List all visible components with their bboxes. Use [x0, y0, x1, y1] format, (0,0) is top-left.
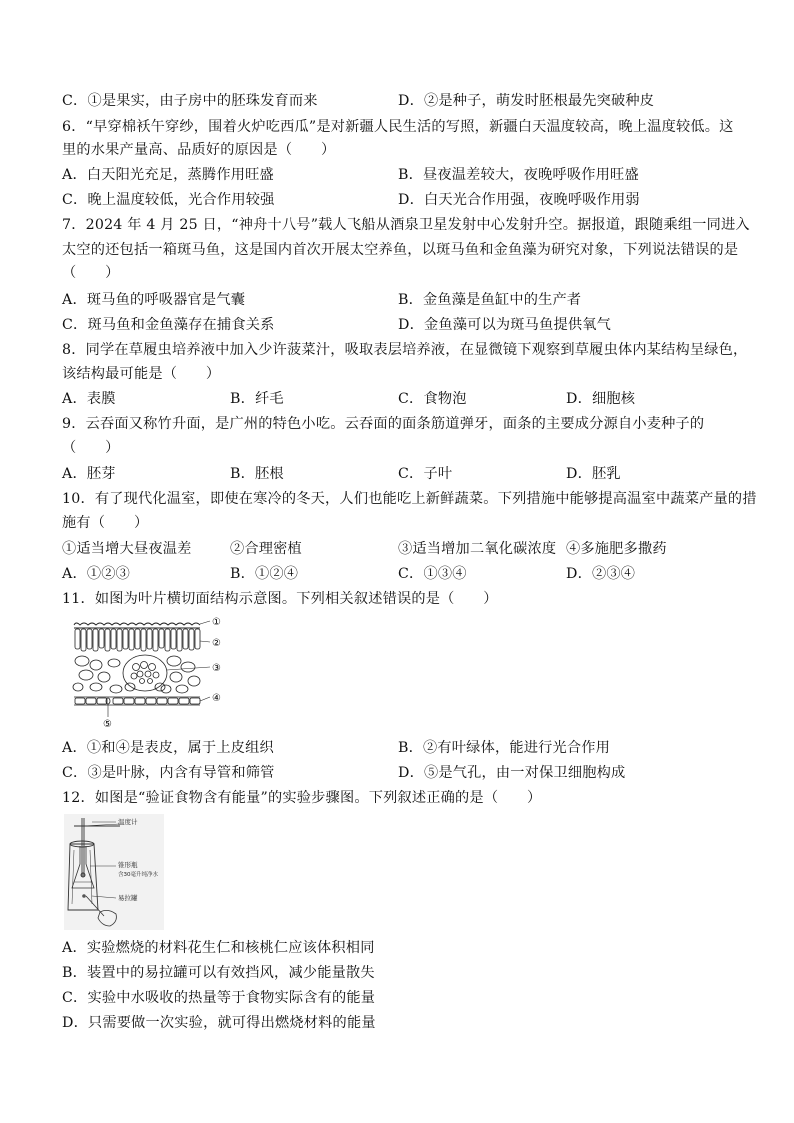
leaf-cross-section-figure: [70, 617, 230, 729]
q11-stem: 11．如图为叶片横切面结构示意图。下列相关叙述错误的是（ ）: [62, 591, 498, 607]
upper-epidermis: [74, 623, 200, 628]
q8-option-d: D．细胞核: [566, 391, 636, 407]
hand-icon: [86, 896, 116, 926]
can-label: 易拉罐: [118, 894, 138, 902]
q9-option-d: D．胚乳: [566, 466, 621, 482]
q6-stem-line2: 里的水果产量高、品质好的原因是（ ）: [62, 142, 336, 158]
q10-measure-1: ①适当增大昼夜温差: [62, 541, 192, 557]
q10-stem-line2: 施有（ ）: [62, 515, 149, 531]
q11-option-b: B．②有叶绿体，能进行光合作用: [398, 740, 611, 756]
label-3: ③: [212, 663, 221, 674]
q6-option-d: D．白天光合作用强，夜晚呼吸作用弱: [398, 192, 640, 208]
leaf-vein: [123, 655, 167, 691]
label-2: ②: [212, 638, 221, 649]
q12-option-d: D．只需要做一次实验，就可得出燃烧材料的能量: [62, 1015, 376, 1031]
flask-label: 锥形瓶: [118, 861, 138, 869]
q7-option-d: D．金鱼藻可以为斑马鱼提供氧气: [398, 317, 612, 333]
q6-stem-line1: 6．“早穿棉袄午穿纱，围着火炉吃西瓜”是对新疆人民生活的写照，新疆白天温度较高，晚上温度较低。这: [62, 119, 734, 135]
q12-option-b: B．装置中的易拉罐可以有效挡风，减少能量散失: [62, 965, 375, 981]
water-label: 含30毫升纯净水: [118, 872, 158, 878]
q8-stem-line2: 该结构最可能是（ ）: [62, 366, 221, 382]
q10-stem-line1: 10．有了现代化温室，即使在寒冷的冬天，人们也能吃上新鲜蔬菜。下列措施中能够提高温室中蔬菜产量的措: [62, 491, 757, 507]
q7-stem-line2: 太空的还包括一箱斑马鱼，这是国内首次开展太空养鱼，以斑马鱼和金鱼藻为研究对象，下列说法错误的是: [62, 242, 739, 258]
q10-measure-2: ②合理密植: [230, 541, 302, 557]
q6-option-b: B．昼夜温差较大，夜晚呼吸作用旺盛: [398, 167, 639, 183]
q7-option-a: A．斑马鱼的呼吸器官是气囊: [62, 292, 246, 308]
q10-option-b: B．①②④: [230, 566, 299, 582]
q7-stem-line1: 7．2024 年 4 月 25 日，“神舟十八号”载人飞船从酒泉卫星发射中心发射升空。据报道，跟随乘组一同进入: [62, 217, 750, 233]
q9-option-a: A．胚芽: [62, 466, 116, 482]
q7-option-b: B．金鱼藻是鱼缸中的生产者: [398, 292, 582, 308]
palisade-tissue: [75, 629, 200, 651]
food-energy-experiment-figure: [64, 814, 164, 930]
q6-option-a: A．白天阳光充足，蒸腾作用旺盛: [62, 167, 274, 183]
q6-option-c: C．晚上温度较低，光合作用较强: [62, 192, 275, 208]
q9-option-c: C．子叶: [398, 466, 453, 482]
label-5: ⑤: [103, 719, 112, 729]
q7-option-c: C．斑马鱼和金鱼藻存在捕食关系: [62, 317, 275, 333]
q12-option-a: A．实验燃烧的材料花生仁和核桃仁应该体积相同: [62, 940, 375, 956]
q8-stem-line1: 8．同学在草履虫培养液中加入少许菠菜汁，吸取表层培养液，在显微镜下观察到草履虫体内某结构呈绿色，: [62, 342, 748, 358]
label-4: ④: [212, 693, 221, 704]
thermometer-label: 温度计: [118, 818, 138, 826]
lower-epidermis: [74, 697, 200, 705]
q10-measure-4: ④多施肥多撒药: [566, 541, 667, 557]
q9-stem-line2: （ ）: [62, 440, 120, 456]
q10-option-d: D．②③④: [566, 566, 636, 582]
q5-option-c: C．①是果实，由子房中的胚珠发育而来: [62, 93, 318, 109]
q9-option-b: B．胚根: [230, 466, 284, 482]
thermometer-icon: [81, 818, 85, 877]
q12-stem: 12．如图是“验证食物含有能量”的实验步骤图。下列叙述正确的是（ ）: [62, 790, 542, 806]
q10-measure-3: ③适当增加二氧化碳浓度: [398, 541, 557, 557]
q12-option-c: C．实验中水吸收的热量等于食物实际含有的能量: [62, 990, 376, 1006]
q5-option-d: D．②是种子，萌发时胚根最先突破种皮: [398, 93, 655, 109]
q11-option-a: A．①和④是表皮，属于上皮组织: [62, 740, 274, 756]
label-1: ①: [212, 617, 221, 628]
q9-stem-line1: 9．云吞面又称竹升面，是广州的特色小吃。云吞面的面条筋道弹牙，面条的主要成分源自小麦种子的: [62, 416, 705, 432]
q8-option-c: C．食物泡: [398, 391, 467, 407]
q10-option-c: C．①③④: [398, 566, 467, 582]
q10-option-a: A．①②③: [62, 566, 130, 582]
q11-option-c: C．③是叶脉，内含有导管和筛管: [62, 765, 275, 781]
q8-option-b: B．纤毛: [230, 391, 284, 407]
q7-stem-line3: （ ）: [62, 265, 120, 281]
q8-option-a: A．表膜: [62, 391, 116, 407]
q11-option-d: D．⑤是气孔，由一对保卫细胞构成: [398, 765, 626, 781]
